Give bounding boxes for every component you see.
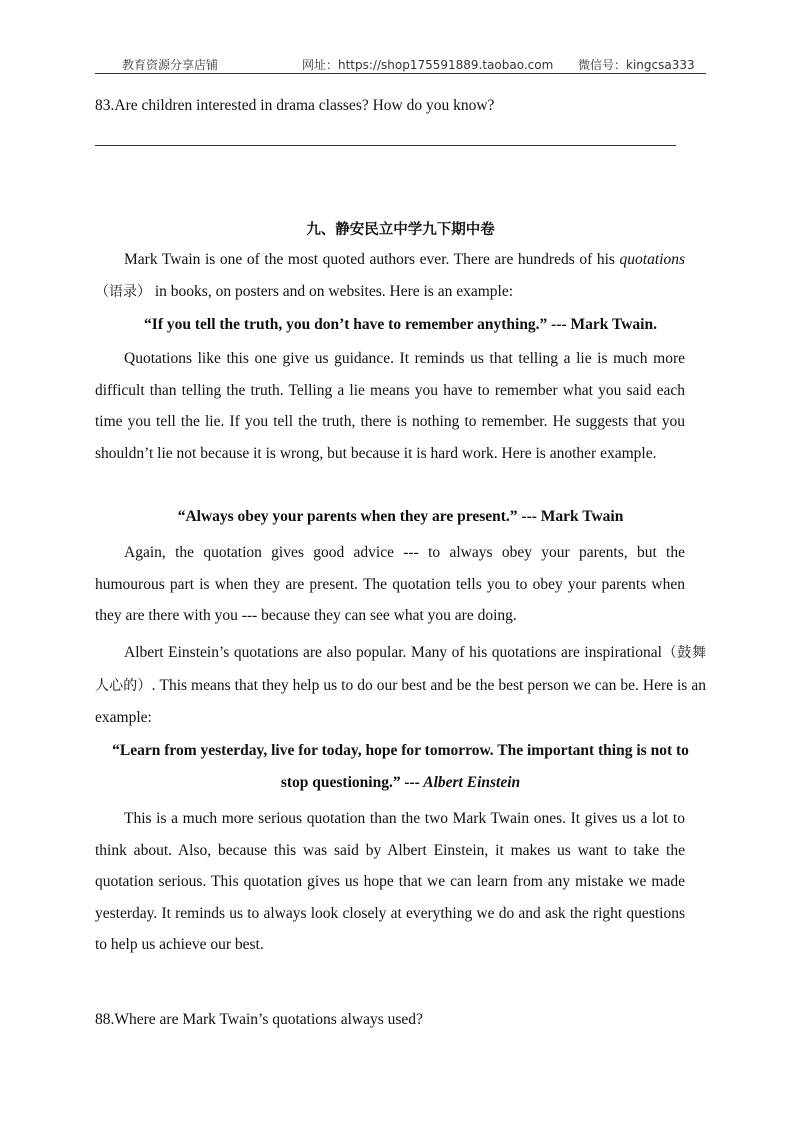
question-88: 88.Where are Mark Twain’s quotations always used?	[95, 1011, 423, 1028]
quotations-gloss: （语录）	[95, 283, 151, 300]
header-divider	[95, 73, 706, 74]
paragraph-2: Quotations like this one give us guidance. It reminds us that telling a lie is much more difficult than telling the truth. Telling a lie means you have to remember what you said each time you tell the lie. If you tell the truth, there is nothing to remember. He suggests that you shouldn’t lie not because it is wrong, but because it is hard work. Here is another example.	[95, 350, 685, 462]
paragraph-5: This is a much more serious quotation than the two Mark Twain ones. It gives us a lot to think about. Also, because this was said by Albert Einstein, it makes us want to take the quotation serious. This quotation gives us hope that we can learn from any mistake we made yesterday. It reminds us to always look closely at everything we do and ask the right questions to help us achieve our best.	[95, 810, 685, 954]
quote-2: “Always obey your parents when they are present.” --- Mark Twain	[177, 508, 624, 525]
header-wechat: 微信号：kingcsa333	[578, 58, 695, 72]
quote-1: “If you tell the truth, you don’t have to remember anything.” --- Mark Twain.	[144, 316, 657, 333]
header-website: 网址：https://shop175591889.taobao.com	[302, 58, 554, 72]
section-title: 九、静安民立中学九下期中卷	[306, 222, 495, 238]
answer-line	[95, 145, 676, 146]
paragraph-1-start: Mark Twain is one of the most quoted authors ever. There are hundreds of his	[124, 251, 615, 268]
question-83: 83.Are children interested in drama classes? How do you know?	[95, 97, 495, 114]
inspirational-gloss: （鼓舞人心的）	[95, 645, 706, 694]
quote-3-attribution: --- Albert Einstein	[400, 774, 521, 791]
quote-3-text: stop questioning.”	[280, 774, 401, 791]
paragraph-4-rest: . This means that they help us to do our best and be the best person we can be. Here is an example:	[95, 676, 706, 727]
paragraph-1-rest: in books, on posters and on websites. Here is an example:	[151, 282, 514, 300]
paragraph-4	[95, 637, 706, 734]
paragraph-3: Again, the quotation gives good advice --- to always obey your parents, but the humourous part is when they are present. The quotation tells you to obey your parents when they are there with you --- because they can see what you are doing.	[95, 544, 685, 625]
paragraph-1	[95, 244, 685, 308]
quote-3-line-2	[95, 774, 706, 792]
quote-3-line-1: “Learn from yesterday, live for today, hope for tomorrow. The important thing is not to	[112, 742, 689, 759]
quotations-term: quotations	[619, 251, 685, 268]
paragraph-4-start: Albert Einstein’s quotations are also popular. Many of his quotations are inspirational	[124, 644, 662, 661]
header-shop-name: 教育资源分享店铺	[122, 58, 219, 72]
